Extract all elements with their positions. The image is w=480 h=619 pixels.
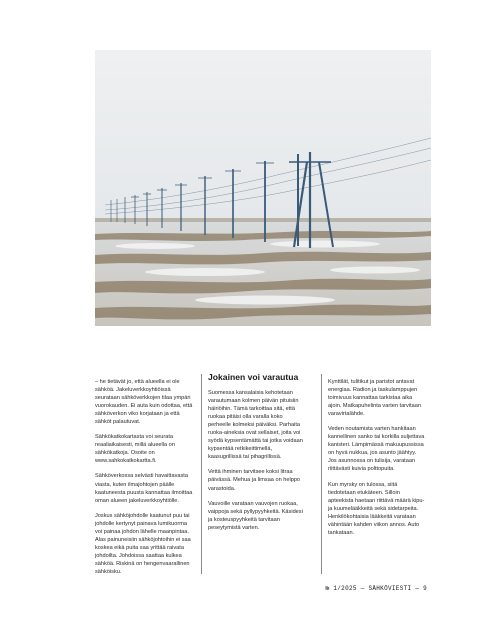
paragraph: – he tietävät jo, että alueella ei ole sähköä. Jakeluverkkoyhtiöissä seurataan sähköverkkojen tilaa ympäri vuorokauden. Ei auta kuin odottaa, että sähköverkon viko korjataan ja että sähköt palautuvat. [95,379,193,426]
column-divider [201,374,202,574]
paragraph: Sähkökatkokartasta voi seurata reaaliaikaisesti, millä alueella on sähkökatkoja. Osoite on www.sahkokatkokartta.fi. [95,434,175,465]
page-footer: № 1/2025 — SÄHKÖVIESTI — 9 [325,585,427,592]
paragraph: Vettä ihminen tarvitsee koksi litraa päivässä. Mehua ja limsaa on helppo varastoida. [208,469,301,492]
paragraph: Veden noutamista varten hankitaan kannellinen sanko tai korkilla suljettava kanisteri. Lämpimässä makuupussissa on hyvä nukkua, jos asunto jäähtyy. Jos asunnossa on tulisija, varataan riittävästi kuivia polttopuita. [328,426,425,473]
paragraph: Kynttilät, tulitikut ja paristot antavat energiaa. Radion ja taskulamppujen toimivuus kannattaa tarkistaa aika ajoin. Matkapuhelinta varten tarvitaan varavirtalähde. [328,379,421,418]
paragraph: Kun myrsky on tulossa, siitä tiedotetaan etukäteen. Silloin apteekista haetaan riittävä määrä kipu- ja kuumelääkkeitä sekä sidetarpeita. Henkilökohtaisia lääkkeitä varataan vähintään kahden viikon annos. Auto tankataan. [328,481,425,536]
paragraph: Joskus sähköjohdolle kaatunut puu tai johdolle kertynyt painava lumikuorma voi painaa johdon lähelle maanpintaa. Alas painuneisiin sähköjohtoihin ei saa koskea eikä puita saa yrittää raivata johdoilta. Johdoissa saattaa kulkea sähköä. Riskinä on hengenvaarallinen sähköisku. [95,512,191,575]
section-heading: Jokainen voi varautua [208,372,299,382]
article-column-2 [208,372,306,539]
column-divider [321,374,322,574]
photo-illustration [95,50,431,326]
article-column-3 [328,378,426,544]
paragraph: Sähköverkossa selvästi havaittavasta viasta, kuten ilmajohtojen päälle kaatuneesta puusta kannattaa ilmoittaa oman alueen jakeluverkkoyhtiölle. [95,473,193,504]
paragraph: Suomessa kansalaisia kehotetaan varautumaan kolmen päivän pituisiin häiriöihin. Tämä tarkoittaa sitä, että ruokaa pitäisi olla varalla koko perheelle kolmeksi päiväksi. Parhaita ruoka-aineksia ovat sellaiset, joita voi syödä kypsentämättä tai jotka voidaan kypsentää retkikeittimellä, kaasugrillissä tai pihagrillissä. [208,390,303,461]
article-column-1 [95,378,193,583]
paragraph: Vauvoille varataan vauvojen ruokaa, vaippoja sekä pyllypyyhkeitä. Käsidesi ja kosteuspyyhkeitä tarvitaan peseytymistä varten. [208,500,303,531]
power-line-winter-field-photo [95,50,431,326]
